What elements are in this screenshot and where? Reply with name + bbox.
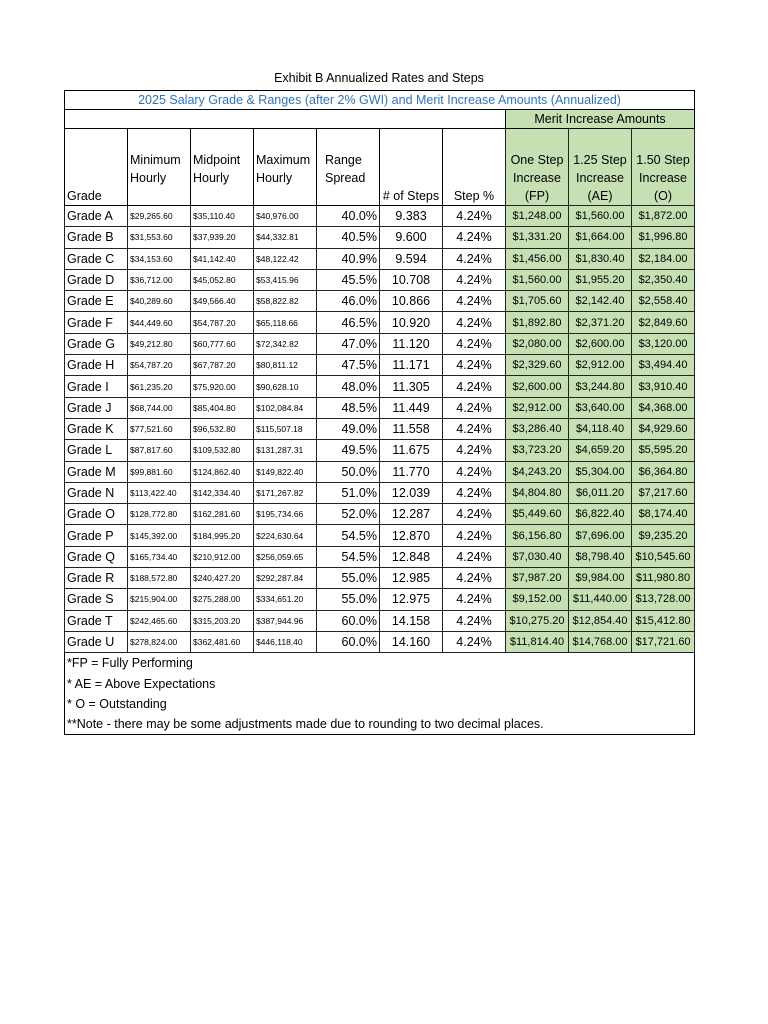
cell-grade: Grade U bbox=[65, 631, 128, 652]
cell-max: $102,084.84 bbox=[254, 397, 317, 418]
cell-min: $145,392.00 bbox=[128, 525, 191, 546]
cell-mid: $315,203.20 bbox=[191, 610, 254, 631]
cell-o: $7,217.60 bbox=[632, 482, 695, 503]
cell-spread: 48.0% bbox=[317, 376, 380, 397]
cell-max: $387,944.96 bbox=[254, 610, 317, 631]
cell-ae: $3,244.80 bbox=[569, 376, 632, 397]
cell-spread: 54.5% bbox=[317, 546, 380, 567]
cell-ae: $8,798.40 bbox=[569, 546, 632, 567]
cell-o: $2,184.00 bbox=[632, 248, 695, 269]
cell-grade: Grade J bbox=[65, 397, 128, 418]
cell-steps: 11.305 bbox=[380, 376, 443, 397]
cell-mid: $124,862.40 bbox=[191, 461, 254, 482]
col-header-grade: Grade bbox=[65, 129, 128, 206]
cell-fp: $1,560.00 bbox=[506, 269, 569, 290]
cell-grade: Grade A bbox=[65, 206, 128, 227]
table-row bbox=[65, 227, 695, 248]
cell-fp: $3,286.40 bbox=[506, 418, 569, 439]
cell-step-pct: 4.24% bbox=[443, 610, 506, 631]
cell-o: $1,996.80 bbox=[632, 227, 695, 248]
cell-spread: 47.0% bbox=[317, 333, 380, 354]
cell-o: $4,929.60 bbox=[632, 418, 695, 439]
table-row bbox=[65, 397, 695, 418]
note-ae: * AE = Above Expectations bbox=[65, 674, 695, 694]
cell-grade: Grade R bbox=[65, 568, 128, 589]
table-row bbox=[65, 440, 695, 461]
notes-section bbox=[65, 653, 695, 735]
cell-step-pct: 4.24% bbox=[443, 440, 506, 461]
cell-steps: 9.600 bbox=[380, 227, 443, 248]
cell-fp: $1,892.80 bbox=[506, 312, 569, 333]
cell-fp: $10,275.20 bbox=[506, 610, 569, 631]
cell-max: $292,287.84 bbox=[254, 568, 317, 589]
cell-o: $8,174.40 bbox=[632, 504, 695, 525]
cell-spread: 49.5% bbox=[317, 440, 380, 461]
cell-max: $90,628.10 bbox=[254, 376, 317, 397]
cell-max: $334,651.20 bbox=[254, 589, 317, 610]
cell-steps: 11.770 bbox=[380, 461, 443, 482]
cell-ae: $12,854.40 bbox=[569, 610, 632, 631]
cell-max: $256,059.65 bbox=[254, 546, 317, 567]
cell-ae: $1,664.00 bbox=[569, 227, 632, 248]
cell-spread: 46.0% bbox=[317, 291, 380, 312]
cell-max: $44,332.81 bbox=[254, 227, 317, 248]
cell-ae: $1,830.40 bbox=[569, 248, 632, 269]
cell-ae: $1,560.00 bbox=[569, 206, 632, 227]
cell-spread: 40.0% bbox=[317, 206, 380, 227]
cell-min: $215,904.00 bbox=[128, 589, 191, 610]
cell-step-pct: 4.24% bbox=[443, 525, 506, 546]
cell-grade: Grade C bbox=[65, 248, 128, 269]
cell-fp: $4,243.20 bbox=[506, 461, 569, 482]
cell-spread: 47.5% bbox=[317, 355, 380, 376]
cell-min: $40,289.60 bbox=[128, 291, 191, 312]
cell-grade: Grade P bbox=[65, 525, 128, 546]
cell-steps: 11.675 bbox=[380, 440, 443, 461]
cell-min: $61,235.20 bbox=[128, 376, 191, 397]
cell-steps: 12.287 bbox=[380, 504, 443, 525]
cell-step-pct: 4.24% bbox=[443, 461, 506, 482]
cell-grade: Grade N bbox=[65, 482, 128, 503]
cell-fp: $5,449.60 bbox=[506, 504, 569, 525]
cell-steps: 11.449 bbox=[380, 397, 443, 418]
table-row bbox=[65, 269, 695, 290]
cell-mid: $67,787.20 bbox=[191, 355, 254, 376]
cell-o: $2,558.40 bbox=[632, 291, 695, 312]
cell-steps: 11.120 bbox=[380, 333, 443, 354]
cell-step-pct: 4.24% bbox=[443, 206, 506, 227]
cell-min: $29,265.60 bbox=[128, 206, 191, 227]
cell-max: $40,976.00 bbox=[254, 206, 317, 227]
cell-o: $13,728.00 bbox=[632, 589, 695, 610]
cell-spread: 52.0% bbox=[317, 504, 380, 525]
cell-mid: $109,532.80 bbox=[191, 440, 254, 461]
cell-step-pct: 4.24% bbox=[443, 482, 506, 503]
merit-header-spacer bbox=[65, 110, 506, 129]
cell-max: $65,118.66 bbox=[254, 312, 317, 333]
cell-min: $87,817.60 bbox=[128, 440, 191, 461]
cell-spread: 46.5% bbox=[317, 312, 380, 333]
cell-mid: $60,777.60 bbox=[191, 333, 254, 354]
cell-min: $278,824.00 bbox=[128, 631, 191, 652]
table-row bbox=[65, 291, 695, 312]
cell-ae: $2,912.00 bbox=[569, 355, 632, 376]
table-row bbox=[65, 206, 695, 227]
cell-mid: $45,052.80 bbox=[191, 269, 254, 290]
table-row bbox=[65, 504, 695, 525]
cell-min: $54,787.20 bbox=[128, 355, 191, 376]
merit-header: Merit Increase Amounts bbox=[506, 110, 695, 129]
cell-fp: $7,030.40 bbox=[506, 546, 569, 567]
cell-mid: $49,566.40 bbox=[191, 291, 254, 312]
cell-fp: $1,248.00 bbox=[506, 206, 569, 227]
table-row bbox=[65, 355, 695, 376]
cell-mid: $162,281.60 bbox=[191, 504, 254, 525]
cell-mid: $41,142.40 bbox=[191, 248, 254, 269]
col-header-o: 1.50 Step Increase (O) bbox=[632, 129, 695, 206]
cell-step-pct: 4.24% bbox=[443, 333, 506, 354]
cell-mid: $184,995.20 bbox=[191, 525, 254, 546]
cell-ae: $1,955.20 bbox=[569, 269, 632, 290]
cell-min: $77,521.60 bbox=[128, 418, 191, 439]
cell-fp: $7,987.20 bbox=[506, 568, 569, 589]
cell-mid: $85,404.80 bbox=[191, 397, 254, 418]
salary-table bbox=[64, 90, 695, 735]
cell-fp: $2,600.00 bbox=[506, 376, 569, 397]
cell-fp: $1,705.60 bbox=[506, 291, 569, 312]
table-row bbox=[65, 461, 695, 482]
table-row bbox=[65, 312, 695, 333]
cell-grade: Grade I bbox=[65, 376, 128, 397]
col-header-fp: One Step Increase (FP) bbox=[506, 129, 569, 206]
col-header-ae: 1.25 Step Increase (AE) bbox=[569, 129, 632, 206]
salary-rows bbox=[65, 206, 695, 653]
cell-steps: 11.171 bbox=[380, 355, 443, 376]
cell-max: $53,415.96 bbox=[254, 269, 317, 290]
cell-ae: $2,142.40 bbox=[569, 291, 632, 312]
cell-o: $15,412.80 bbox=[632, 610, 695, 631]
cell-min: $99,881.60 bbox=[128, 461, 191, 482]
cell-spread: 55.0% bbox=[317, 568, 380, 589]
cell-min: $128,772.80 bbox=[128, 504, 191, 525]
cell-steps: 14.160 bbox=[380, 631, 443, 652]
cell-fp: $4,804.80 bbox=[506, 482, 569, 503]
cell-step-pct: 4.24% bbox=[443, 355, 506, 376]
cell-steps: 12.975 bbox=[380, 589, 443, 610]
cell-step-pct: 4.24% bbox=[443, 589, 506, 610]
table-row bbox=[65, 610, 695, 631]
table-row bbox=[65, 418, 695, 439]
cell-spread: 49.0% bbox=[317, 418, 380, 439]
cell-step-pct: 4.24% bbox=[443, 269, 506, 290]
cell-min: $68,744.00 bbox=[128, 397, 191, 418]
cell-min: $44,449.60 bbox=[128, 312, 191, 333]
cell-step-pct: 4.24% bbox=[443, 418, 506, 439]
cell-ae: $6,822.40 bbox=[569, 504, 632, 525]
cell-o: $3,494.40 bbox=[632, 355, 695, 376]
cell-spread: 45.5% bbox=[317, 269, 380, 290]
cell-fp: $1,456.00 bbox=[506, 248, 569, 269]
page-title: Exhibit B Annualized Rates and Steps bbox=[274, 71, 484, 85]
cell-grade: Grade H bbox=[65, 355, 128, 376]
cell-o: $17,721.60 bbox=[632, 631, 695, 652]
cell-steps: 9.594 bbox=[380, 248, 443, 269]
cell-max: $72,342.82 bbox=[254, 333, 317, 354]
cell-grade: Grade B bbox=[65, 227, 128, 248]
cell-min: $34,153.60 bbox=[128, 248, 191, 269]
cell-fp: $1,331.20 bbox=[506, 227, 569, 248]
cell-spread: 40.9% bbox=[317, 248, 380, 269]
cell-mid: $142,334.40 bbox=[191, 482, 254, 503]
note-o: * O = Outstanding bbox=[65, 694, 695, 714]
cell-mid: $35,110.40 bbox=[191, 206, 254, 227]
cell-spread: 40.5% bbox=[317, 227, 380, 248]
cell-step-pct: 4.24% bbox=[443, 504, 506, 525]
cell-grade: Grade F bbox=[65, 312, 128, 333]
cell-step-pct: 4.24% bbox=[443, 312, 506, 333]
cell-step-pct: 4.24% bbox=[443, 376, 506, 397]
cell-mid: $96,532.80 bbox=[191, 418, 254, 439]
cell-o: $4,368.00 bbox=[632, 397, 695, 418]
cell-step-pct: 4.24% bbox=[443, 248, 506, 269]
cell-o: $5,595.20 bbox=[632, 440, 695, 461]
banner-row bbox=[65, 91, 695, 110]
cell-step-pct: 4.24% bbox=[443, 546, 506, 567]
cell-max: $446,118.40 bbox=[254, 631, 317, 652]
cell-steps: 10.708 bbox=[380, 269, 443, 290]
cell-mid: $275,288.00 bbox=[191, 589, 254, 610]
cell-max: $195,734.66 bbox=[254, 504, 317, 525]
cell-grade: Grade D bbox=[65, 269, 128, 290]
col-header-mid: Midpoint Hourly bbox=[191, 129, 254, 206]
table-row bbox=[65, 568, 695, 589]
cell-mid: $210,912.00 bbox=[191, 546, 254, 567]
cell-o: $3,120.00 bbox=[632, 333, 695, 354]
cell-step-pct: 4.24% bbox=[443, 568, 506, 589]
table-row bbox=[65, 482, 695, 503]
cell-spread: 60.0% bbox=[317, 631, 380, 652]
cell-fp: $3,723.20 bbox=[506, 440, 569, 461]
column-header-row bbox=[65, 129, 695, 206]
cell-o: $10,545.60 bbox=[632, 546, 695, 567]
cell-steps: 14.158 bbox=[380, 610, 443, 631]
cell-step-pct: 4.24% bbox=[443, 291, 506, 312]
cell-ae: $11,440.00 bbox=[569, 589, 632, 610]
cell-max: $115,507.18 bbox=[254, 418, 317, 439]
cell-step-pct: 4.24% bbox=[443, 631, 506, 652]
cell-min: $113,422.40 bbox=[128, 482, 191, 503]
cell-grade: Grade L bbox=[65, 440, 128, 461]
cell-fp: $2,329.60 bbox=[506, 355, 569, 376]
cell-steps: 10.920 bbox=[380, 312, 443, 333]
cell-steps: 12.870 bbox=[380, 525, 443, 546]
cell-fp: $2,912.00 bbox=[506, 397, 569, 418]
table-row bbox=[65, 631, 695, 652]
cell-min: $242,465.60 bbox=[128, 610, 191, 631]
cell-grade: Grade O bbox=[65, 504, 128, 525]
cell-max: $48,122.42 bbox=[254, 248, 317, 269]
cell-ae: $2,371.20 bbox=[569, 312, 632, 333]
cell-min: $165,734.40 bbox=[128, 546, 191, 567]
cell-fp: $9,152.00 bbox=[506, 589, 569, 610]
cell-min: $31,553.60 bbox=[128, 227, 191, 248]
table-row bbox=[65, 376, 695, 397]
col-header-max: Maximum Hourly bbox=[254, 129, 317, 206]
cell-fp: $6,156.80 bbox=[506, 525, 569, 546]
cell-max: $80,811.12 bbox=[254, 355, 317, 376]
cell-spread: 51.0% bbox=[317, 482, 380, 503]
cell-spread: 54.5% bbox=[317, 525, 380, 546]
cell-ae: $4,118.40 bbox=[569, 418, 632, 439]
cell-spread: 50.0% bbox=[317, 461, 380, 482]
cell-ae: $14,768.00 bbox=[569, 631, 632, 652]
cell-grade: Grade T bbox=[65, 610, 128, 631]
cell-spread: 55.0% bbox=[317, 589, 380, 610]
cell-max: $131,287.31 bbox=[254, 440, 317, 461]
cell-min: $36,712.00 bbox=[128, 269, 191, 290]
cell-step-pct: 4.24% bbox=[443, 227, 506, 248]
cell-max: $171,267.82 bbox=[254, 482, 317, 503]
cell-steps: 12.848 bbox=[380, 546, 443, 567]
cell-mid: $362,481.60 bbox=[191, 631, 254, 652]
cell-mid: $54,787.20 bbox=[191, 312, 254, 333]
cell-ae: $9,984.00 bbox=[569, 568, 632, 589]
col-header-steps: # of Steps bbox=[380, 129, 443, 206]
cell-o: $2,350.40 bbox=[632, 269, 695, 290]
cell-grade: Grade K bbox=[65, 418, 128, 439]
cell-steps: 11.558 bbox=[380, 418, 443, 439]
note-rounding: **Note - there may be some adjustments made due to rounding to two decimal places. bbox=[65, 714, 695, 735]
cell-fp: $2,080.00 bbox=[506, 333, 569, 354]
cell-ae: $3,640.00 bbox=[569, 397, 632, 418]
cell-mid: $240,427.20 bbox=[191, 568, 254, 589]
cell-steps: 12.039 bbox=[380, 482, 443, 503]
cell-step-pct: 4.24% bbox=[443, 397, 506, 418]
col-header-step-pct: Step % bbox=[443, 129, 506, 206]
cell-max: $224,630.64 bbox=[254, 525, 317, 546]
cell-max: $58,822.82 bbox=[254, 291, 317, 312]
cell-ae: $4,659.20 bbox=[569, 440, 632, 461]
cell-ae: $2,600.00 bbox=[569, 333, 632, 354]
table-row bbox=[65, 546, 695, 567]
col-header-spread: Range Spread bbox=[317, 129, 380, 206]
table-row bbox=[65, 333, 695, 354]
cell-grade: Grade G bbox=[65, 333, 128, 354]
merit-header-row bbox=[65, 110, 695, 129]
cell-o: $2,849.60 bbox=[632, 312, 695, 333]
cell-grade: Grade M bbox=[65, 461, 128, 482]
cell-min: $49,212.80 bbox=[128, 333, 191, 354]
cell-grade: Grade Q bbox=[65, 546, 128, 567]
cell-grade: Grade E bbox=[65, 291, 128, 312]
cell-spread: 48.5% bbox=[317, 397, 380, 418]
table-banner: 2025 Salary Grade & Ranges (after 2% GWI) and Merit Increase Amounts (Annualized) bbox=[65, 91, 695, 110]
col-header-min: Minimum Hourly bbox=[128, 129, 191, 206]
cell-steps: 10.866 bbox=[380, 291, 443, 312]
table-row bbox=[65, 525, 695, 546]
cell-mid: $75,920.00 bbox=[191, 376, 254, 397]
cell-o: $9,235.20 bbox=[632, 525, 695, 546]
cell-max: $149,822.40 bbox=[254, 461, 317, 482]
note-fp: *FP = Fully Performing bbox=[65, 653, 695, 674]
cell-spread: 60.0% bbox=[317, 610, 380, 631]
cell-ae: $6,011.20 bbox=[569, 482, 632, 503]
cell-o: $11,980.80 bbox=[632, 568, 695, 589]
table-row bbox=[65, 589, 695, 610]
cell-o: $6,364.80 bbox=[632, 461, 695, 482]
cell-min: $188,572.80 bbox=[128, 568, 191, 589]
cell-o: $3,910.40 bbox=[632, 376, 695, 397]
cell-ae: $5,304.00 bbox=[569, 461, 632, 482]
cell-ae: $7,696.00 bbox=[569, 525, 632, 546]
cell-mid: $37,939.20 bbox=[191, 227, 254, 248]
table-row bbox=[65, 248, 695, 269]
cell-fp: $11,814.40 bbox=[506, 631, 569, 652]
cell-grade: Grade S bbox=[65, 589, 128, 610]
cell-o: $1,872.00 bbox=[632, 206, 695, 227]
cell-steps: 9.383 bbox=[380, 206, 443, 227]
cell-steps: 12.985 bbox=[380, 568, 443, 589]
